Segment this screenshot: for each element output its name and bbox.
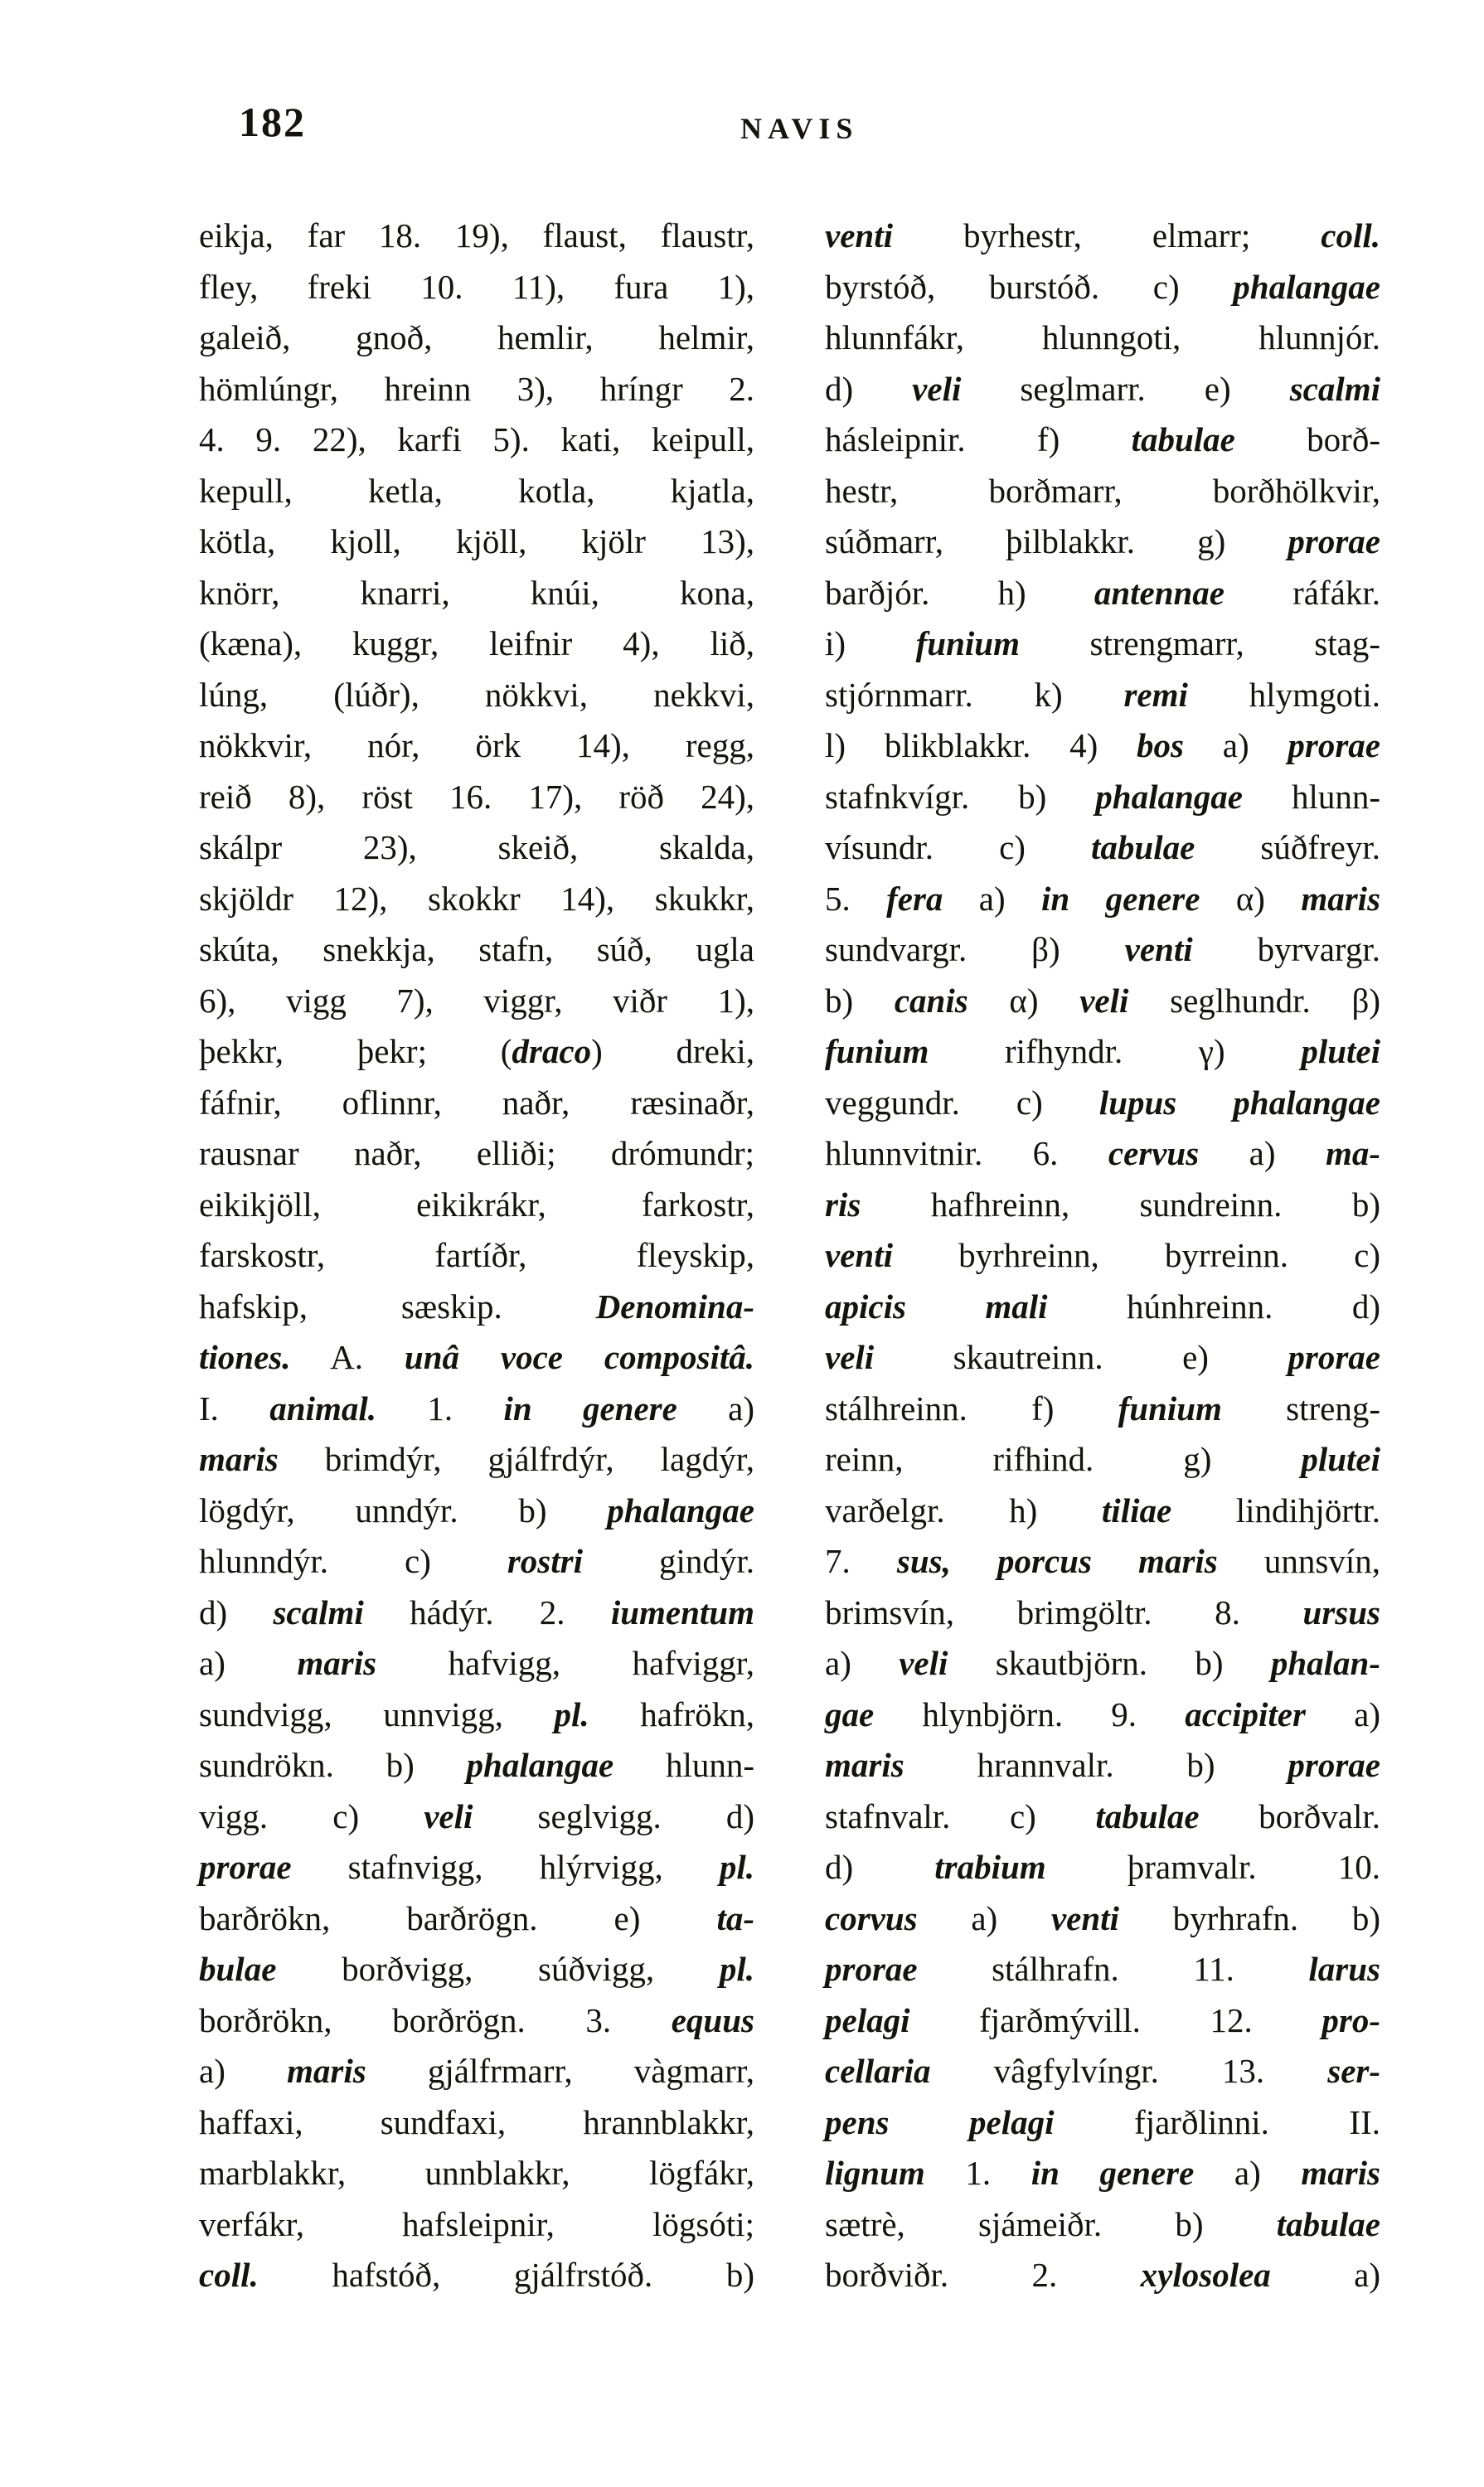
- norse-text: byrhestr, elmarr;: [892, 216, 1322, 255]
- norse-text: reinn, rifhind. g): [825, 1440, 1302, 1478]
- norse-text: veggundr. c): [825, 1083, 1099, 1122]
- norse-text: húnhreinn. d): [1047, 1287, 1380, 1326]
- text-line: [199, 2046, 754, 2097]
- text-line: [199, 874, 754, 925]
- latin-term: scalmi: [1289, 369, 1381, 408]
- text-line: [199, 1536, 754, 1588]
- latin-term: prorae: [825, 1950, 918, 1988]
- latin-term: phalangae: [1233, 267, 1380, 306]
- text-line: [199, 2148, 754, 2199]
- latin-term: plutei: [1301, 1032, 1380, 1070]
- text-line: [199, 1995, 754, 2047]
- norse-text: barðjór. h): [825, 573, 1094, 612]
- text-line: [199, 262, 754, 313]
- text-line: [199, 2097, 754, 2149]
- text-line: [825, 1230, 1380, 1282]
- latin-term: maris: [1301, 879, 1381, 918]
- norse-text: farskostr, fartíðr, fleyskip,: [199, 1236, 754, 1274]
- norse-text: a): [199, 1644, 298, 1682]
- latin-term: veli: [899, 1644, 948, 1682]
- text-line: [199, 1690, 754, 1741]
- text-line: [825, 822, 1380, 874]
- text-line: [199, 516, 754, 568]
- latin-term: veli: [424, 1796, 473, 1835]
- norse-text: a): [1305, 1694, 1380, 1733]
- norse-text: kötla, kjoll, kjöll, kjölr 13),: [199, 522, 754, 560]
- norse-text: rifhyndr. γ): [929, 1032, 1302, 1070]
- text-line: [825, 1026, 1380, 1078]
- text-line: [825, 618, 1380, 670]
- latin-term: maris: [1301, 2154, 1381, 2192]
- norse-text: þekkr, þekr; (: [199, 1032, 512, 1070]
- norse-text: fáfnir, oflinnr, naðr, ræsinaðr,: [199, 1083, 754, 1122]
- text-line: [199, 720, 754, 772]
- latin-term: fera: [886, 879, 943, 918]
- latin-term: remi: [1123, 675, 1188, 714]
- norse-text: borð-: [1234, 420, 1380, 458]
- norse-text: byrhreinn, byrreinn. c): [892, 1236, 1380, 1274]
- latin-term: pl.: [719, 1848, 754, 1886]
- text-line: [825, 1995, 1380, 2047]
- text-line: [199, 1230, 754, 1282]
- norse-text: verfákr, hafsleipnir, lögsóti;: [199, 2204, 754, 2243]
- latin-term: cervus: [1108, 1134, 1200, 1172]
- norse-text: hestr, borðmarr, borðhölkvir,: [825, 471, 1380, 510]
- norse-text: sundvigg, unnvigg,: [199, 1694, 555, 1733]
- text-line: [825, 2046, 1380, 2097]
- norse-text: sætrè, sjámeiðr. b): [825, 2204, 1277, 2243]
- norse-text: marblakkr, unnblakkr, lögfákr,: [199, 2154, 754, 2192]
- norse-text: 1.: [924, 2154, 1031, 2192]
- latin-term: ma-: [1325, 1134, 1380, 1172]
- text-line: [825, 2199, 1380, 2251]
- norse-text: vâgfylvíngr. 13.: [930, 2052, 1328, 2090]
- norse-text: hömlúngr, hreinn 3), hríngr 2.: [199, 369, 754, 408]
- latin-term: rostri: [507, 1542, 583, 1580]
- text-line: [825, 262, 1380, 313]
- norse-text: fley, freki 10. 11), fura 1),: [199, 267, 754, 306]
- latin-term: veli: [825, 1338, 875, 1376]
- norse-text: hlunnfákr, hlunngoti, hlunnjór.: [825, 318, 1380, 356]
- latin-term: tabulae: [1095, 1796, 1200, 1835]
- norse-text: fjarðlinni. II.: [1054, 2102, 1380, 2141]
- norse-text: byrvargr.: [1192, 930, 1380, 968]
- latin-term: draco: [512, 1032, 592, 1070]
- text-line: [825, 1740, 1380, 1791]
- norse-text: a): [825, 1644, 900, 1682]
- latin-term: prorae: [199, 1848, 292, 1886]
- norse-text: brimsvín, brimgöltr. 8.: [825, 1593, 1303, 1631]
- latin-term: gae: [825, 1694, 875, 1733]
- latin-term: apicis mali: [825, 1287, 1048, 1326]
- latin-term: veli: [1079, 981, 1129, 1020]
- norse-text: stálhreinn. f): [825, 1389, 1118, 1428]
- norse-text: 5.: [825, 879, 887, 918]
- text-line: [825, 414, 1380, 466]
- latin-term: accipiter: [1185, 1694, 1306, 1733]
- norse-text: skautbjörn. b): [948, 1644, 1271, 1682]
- latin-term: cellaria: [825, 2052, 931, 2090]
- text-line: [199, 1282, 754, 1333]
- text-line: [199, 1026, 754, 1078]
- latin-term: corvus: [825, 1898, 918, 1937]
- text-line: [199, 568, 754, 619]
- norse-text: hlunn-: [613, 1746, 755, 1784]
- text-line: [825, 568, 1380, 619]
- latin-term: in genere: [1031, 2154, 1195, 2192]
- text-line: [199, 1944, 754, 1995]
- norse-text: knörr, knarri, knúi, kona,: [199, 573, 754, 612]
- latin-term: maris: [199, 1440, 279, 1478]
- norse-text: hásleipnir. f): [825, 420, 1132, 458]
- norse-text: hafhreinn, sundreinn. b): [861, 1185, 1380, 1224]
- text-line: [199, 1434, 754, 1486]
- latin-term: phalangae: [1095, 777, 1243, 816]
- latin-term: venti: [825, 1236, 893, 1274]
- norse-text: vísundr. c): [825, 828, 1092, 866]
- norse-text: haffaxi, sundfaxi, hrannblakkr,: [199, 2102, 754, 2141]
- norse-text: 1.: [376, 1389, 504, 1428]
- page-number: 182: [239, 99, 306, 145]
- latin-term: canis: [894, 981, 968, 1020]
- latin-term: larus: [1308, 1950, 1380, 1988]
- text-line: [825, 466, 1380, 517]
- text-line: [825, 516, 1380, 568]
- left-column: [199, 211, 754, 2301]
- text-line: [199, 1893, 754, 1945]
- norse-text: 4. 9. 22), karfi 5). kati, keipull,: [199, 420, 754, 458]
- latin-term: coll.: [199, 2256, 259, 2294]
- latin-term: Denomina-: [595, 1287, 754, 1326]
- text-line: [199, 1128, 754, 1180]
- latin-term: tabulae: [1131, 420, 1235, 458]
- latin-term: pelagi: [825, 2000, 910, 2039]
- norse-text: seglmarr. e): [961, 369, 1290, 408]
- latin-term: prorae: [1288, 522, 1380, 560]
- norse-text: borðvalr.: [1199, 1796, 1381, 1835]
- latin-term: venti: [1050, 1898, 1119, 1937]
- text-line: [825, 1588, 1380, 1639]
- latin-term: prorae: [1288, 1746, 1380, 1784]
- text-line: [825, 2250, 1380, 2301]
- norse-text: hrannvalr. b): [904, 1746, 1288, 1784]
- norse-text: rausnar naðr, elliði; drómundr;: [199, 1134, 754, 1172]
- text-line: [199, 364, 754, 415]
- norse-text: hlunnvitnir. 6.: [825, 1134, 1108, 1172]
- latin-term: tiliae: [1101, 1491, 1172, 1530]
- text-line: [199, 670, 754, 721]
- norse-text: borðvigg, súðvigg,: [276, 1950, 720, 1988]
- norse-text: a): [1184, 726, 1288, 764]
- latin-term: lupus phalangae: [1098, 1083, 1380, 1122]
- text-line: [825, 772, 1380, 823]
- text-line: [199, 1842, 754, 1893]
- norse-text: hafvigg, hafviggr,: [376, 1644, 755, 1682]
- latin-term: lignum: [825, 2154, 925, 2192]
- latin-term: animal.: [269, 1389, 376, 1428]
- norse-text: reið 8), röst 16. 17), röð 24),: [199, 777, 754, 816]
- norse-text: lögdýr, unndýr. b): [199, 1491, 608, 1530]
- text-line: [199, 211, 754, 262]
- norse-text: a): [1270, 2256, 1381, 2294]
- latin-term: equus: [671, 2000, 754, 2039]
- norse-text: d): [199, 1593, 274, 1631]
- text-line: [825, 2148, 1380, 2199]
- norse-text: (kæna), kuggr, leifnir 4), lið,: [199, 624, 754, 662]
- latin-term: funium: [915, 624, 1020, 662]
- text-line: [825, 924, 1380, 976]
- latin-term: ursus: [1302, 1593, 1380, 1631]
- norse-text: kepull, ketla, kotla, kjatla,: [199, 471, 754, 510]
- norse-text: þramvalr. 10.: [1045, 1848, 1380, 1886]
- latin-term: plutei: [1301, 1440, 1380, 1478]
- norse-text: a): [943, 879, 1042, 918]
- latin-term: phalangae: [607, 1491, 754, 1530]
- norse-text: stafnvigg, hlýrvigg,: [291, 1848, 720, 1886]
- text-line: [825, 976, 1380, 1027]
- text-line: [199, 313, 754, 364]
- text-line: [825, 874, 1380, 925]
- text-line: [825, 1944, 1380, 1995]
- latin-term: bos: [1137, 726, 1184, 764]
- norse-text: a): [1194, 2154, 1302, 2192]
- latin-term: maris: [287, 2052, 366, 2090]
- running-head: NAVIS: [740, 112, 859, 145]
- latin-term: prorae: [1288, 726, 1380, 764]
- latin-term: pl.: [554, 1694, 589, 1733]
- text-line: [825, 720, 1380, 772]
- latin-term: tabulae: [1091, 828, 1195, 866]
- text-line: [825, 211, 1380, 262]
- norse-text: stafnkvígr. b): [825, 777, 1096, 816]
- norse-text: súðfreyr.: [1195, 828, 1380, 866]
- latin-term: xylosolea: [1140, 2256, 1271, 2294]
- latin-term: venti: [825, 216, 893, 255]
- norse-text: lúng, (lúðr), nökkvi, nekkvi,: [199, 675, 754, 714]
- text-line: [825, 1690, 1380, 1741]
- text-line: [199, 976, 754, 1027]
- latin-term: iumentum: [610, 1593, 754, 1631]
- norse-text: sundvargr. β): [825, 930, 1125, 968]
- norse-text: skautreinn. e): [874, 1338, 1288, 1376]
- norse-text: ) dreki,: [591, 1032, 754, 1070]
- right-column: [825, 211, 1380, 2301]
- norse-text: unnsvín,: [1217, 1542, 1380, 1580]
- latin-term: coll.: [1321, 216, 1380, 255]
- latin-term: maris: [825, 1746, 904, 1784]
- norse-text: hafrökn,: [589, 1694, 754, 1733]
- text-line: [825, 1180, 1380, 1231]
- text-line: [825, 1791, 1380, 1843]
- norse-text: eikikjöll, eikikrákr, farkostr,: [199, 1185, 754, 1224]
- norse-text: fjarðmývill. 12.: [909, 2000, 1322, 2039]
- norse-text: I.: [199, 1389, 270, 1428]
- text-line: [199, 924, 754, 976]
- text-line: [825, 1638, 1380, 1690]
- norse-text: skjöldr 12), skokkr 14), skukkr,: [199, 879, 754, 918]
- text-line: [825, 1384, 1380, 1435]
- norse-text: 6), vigg 7), viggr, viðr 1),: [199, 981, 754, 1020]
- norse-text: A.: [290, 1338, 405, 1376]
- text-line: [199, 414, 754, 466]
- latin-term: pro-: [1322, 2000, 1380, 2039]
- text-line: [199, 1486, 754, 1537]
- text-line: [199, 1638, 754, 1690]
- norse-text: a): [1199, 1134, 1326, 1172]
- norse-text: byrstóð, burstóð. c): [825, 267, 1234, 306]
- norse-text: barðrökn, barðrögn. e): [199, 1898, 717, 1937]
- norse-text: a): [677, 1389, 755, 1428]
- latin-term: prorae: [1288, 1338, 1380, 1376]
- norse-text: brimdýr, gjálfrdýr, lagdýr,: [278, 1440, 754, 1478]
- norse-text: galeið, gnoð, hemlir, helmir,: [199, 318, 754, 356]
- norse-text: hlunndýr. c): [199, 1542, 507, 1580]
- latin-term: phalan-: [1270, 1644, 1380, 1682]
- norse-text: hlymgoti.: [1187, 675, 1380, 714]
- norse-text: seglvigg. d): [473, 1796, 754, 1835]
- text-line: [825, 1893, 1380, 1945]
- norse-text: hafskip, sæskip.: [199, 1287, 596, 1326]
- norse-text: α): [968, 981, 1080, 1020]
- norse-text: skúta, snekkja, stafn, súð, ugla: [199, 930, 754, 968]
- latin-term: tabulae: [1276, 2204, 1380, 2243]
- latin-term: phalangae: [466, 1746, 614, 1784]
- latin-term: in genere: [503, 1389, 677, 1428]
- norse-text: hafstóð, gjálfrstóð. b): [258, 2256, 754, 2294]
- latin-term: pens pelagi: [825, 2102, 1055, 2141]
- norse-text: streng-: [1221, 1389, 1380, 1428]
- text-line: [825, 670, 1380, 721]
- text-line: [199, 1740, 754, 1791]
- latin-term: in genere: [1041, 879, 1200, 918]
- norse-text: stjórnmarr. k): [825, 675, 1124, 714]
- norse-text: borðrökn, borðrögn. 3.: [199, 2000, 672, 2039]
- norse-text: hlynbjörn. 9.: [874, 1694, 1186, 1733]
- norse-text: varðelgr. h): [825, 1491, 1102, 1530]
- text-line: [199, 618, 754, 670]
- norse-text: a): [917, 1898, 1051, 1937]
- norse-text: skálpr 23), skeið, skalda,: [199, 828, 754, 866]
- norse-text: d): [825, 1848, 935, 1886]
- norse-text: l) blikblakkr. 4): [825, 726, 1137, 764]
- text-line: [825, 313, 1380, 364]
- text-line: [825, 2097, 1380, 2149]
- latin-term: pl.: [719, 1950, 754, 1988]
- text-line: [825, 1842, 1380, 1893]
- norse-text: gindýr.: [582, 1542, 754, 1580]
- norse-text: stálhrafn. 11.: [917, 1950, 1309, 1988]
- norse-text: vigg. c): [199, 1796, 424, 1835]
- latin-term: funium: [1118, 1389, 1222, 1428]
- latin-term: funium: [825, 1032, 929, 1070]
- text-line: [199, 1791, 754, 1843]
- text-line: [825, 364, 1380, 415]
- latin-term: antennae: [1094, 573, 1225, 612]
- latin-term: trabium: [934, 1848, 1046, 1886]
- norse-text: gjálfrmarr, vàgmarr,: [366, 2052, 754, 2090]
- norse-text: 7.: [825, 1542, 897, 1580]
- norse-text: borðviðr. 2.: [825, 2256, 1141, 2294]
- text-line: [825, 1536, 1380, 1588]
- norse-text: b): [825, 981, 895, 1020]
- text-line: [199, 466, 754, 517]
- norse-text: eikja, far 18. 19), flaust, flaustr,: [199, 216, 754, 255]
- text-line: [199, 1332, 754, 1384]
- text-line: [825, 1332, 1380, 1384]
- text-line: [199, 1384, 754, 1435]
- norse-text: α): [1200, 879, 1302, 918]
- text-line: [825, 1282, 1380, 1333]
- latin-term: ta-: [716, 1898, 754, 1937]
- norse-text: d): [825, 369, 913, 408]
- norse-text: i): [825, 624, 916, 662]
- latin-term: ser-: [1327, 2052, 1380, 2090]
- text-line: [825, 1078, 1380, 1129]
- latin-term: sus, porcus maris: [896, 1542, 1218, 1580]
- text-line: [825, 1486, 1380, 1537]
- text-line: [199, 1588, 754, 1639]
- norse-text: strengmarr, stag-: [1019, 624, 1381, 662]
- norse-text: sundrökn. b): [199, 1746, 467, 1784]
- text-line: [199, 1078, 754, 1129]
- latin-term: venti: [1124, 930, 1193, 968]
- latin-term: maris: [297, 1644, 377, 1682]
- text-line: [825, 1128, 1380, 1180]
- latin-term: veli: [912, 369, 962, 408]
- norse-text: lindihjörtr.: [1171, 1491, 1381, 1530]
- text-line: [199, 2250, 754, 2301]
- text-line: [199, 1180, 754, 1231]
- norse-text: a): [199, 2052, 287, 2090]
- norse-text: súðmarr, þilblakkr. g): [825, 522, 1288, 560]
- latin-term: tiones.: [199, 1338, 291, 1376]
- norse-text: nökkvir, nór, örk 14), regg,: [199, 726, 754, 764]
- norse-text: hádýr. 2.: [363, 1593, 611, 1631]
- latin-term: unâ voce compositâ.: [404, 1338, 754, 1376]
- latin-term: ris: [825, 1185, 861, 1224]
- norse-text: ráfákr.: [1225, 573, 1380, 612]
- text-line: [199, 2199, 754, 2251]
- norse-text: hlunn-: [1243, 777, 1380, 816]
- norse-text: seglhundr. β): [1128, 981, 1381, 1020]
- text-line: [825, 1434, 1380, 1486]
- text-line: [199, 822, 754, 874]
- latin-term: bulae: [199, 1950, 277, 1988]
- text-line: [199, 772, 754, 823]
- norse-text: stafnvalr. c): [825, 1796, 1096, 1835]
- norse-text: byrhrafn. b): [1118, 1898, 1380, 1937]
- latin-term: scalmi: [273, 1593, 364, 1631]
